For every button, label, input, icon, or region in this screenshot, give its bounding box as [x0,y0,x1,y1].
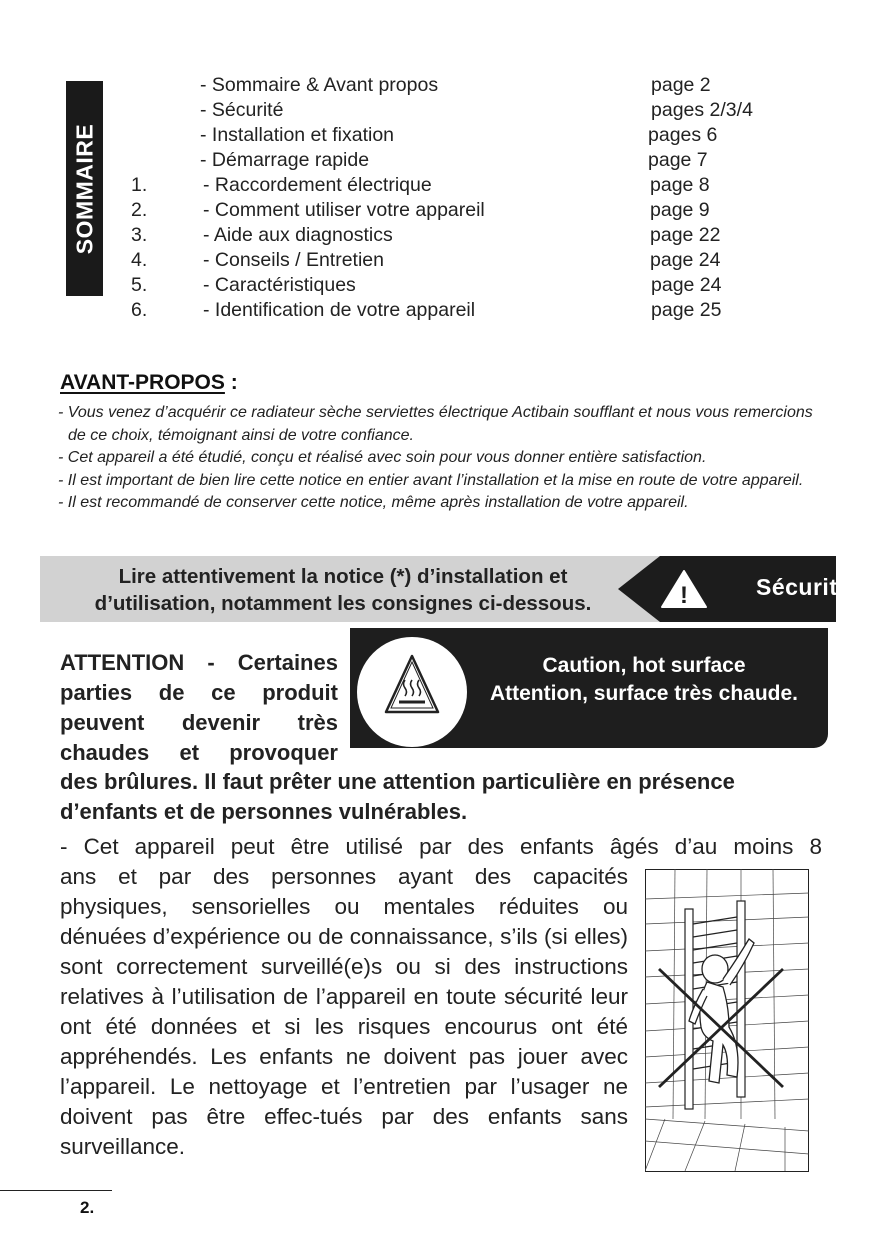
toc-page: page 2 [651,74,711,96]
body-word: être [290,834,330,859]
safety-banner-line2: d’utilisation, notamment les consignes ci-dessous. [94,592,592,615]
toc-number: 2. [131,199,148,221]
avant-propos-paragraph: - Cet appareil a été étudié, conçu et réalisé avec soin pour vous donner entière satisfaction. [58,449,707,467]
body-word: enfants [520,834,594,859]
attention-word: très [297,710,338,735]
toc-page: page 8 [650,174,710,196]
toc-page: page 7 [648,149,708,171]
avant-propos-title: AVANT-PROPOS [60,371,225,394]
body-word: - [60,834,68,859]
attention-word: ATTENTION [60,650,185,675]
body-word: peut [230,834,275,859]
attention-word: peuvent [60,710,145,735]
toc-page: page 22 [650,224,721,246]
warning-triangle-icon [660,569,708,609]
body-word: 8 [809,834,822,859]
attention-line [60,708,338,738]
safety-banner-notice [40,563,646,617]
toc-row [0,123,875,148]
body-word: Cet [83,834,119,859]
avant-propos-paragraph: - Il est recommandé de conserver cette notice, même après installation de votre appareil. [58,494,689,512]
toc-row [0,148,875,173]
footer-rule [0,1190,112,1191]
attention-continuation: des brûlures. Il faut prêter une attention particulière en présence d’enfants et de personnes vulnérables. [60,769,735,824]
toc-label: - Sommaire & Avant propos [200,74,439,96]
toc-label: - Identification de votre appareil [203,299,476,321]
hot-surface-icon [383,652,441,716]
toc-number: 3. [131,224,148,246]
avant-propos-heading [60,371,238,395]
warning-symbol: ! [680,582,688,609]
toc-label: - Comment utiliser votre appareil [203,199,485,221]
hot-surface-text [468,652,820,708]
toc-page: pages 2/3/4 [651,99,753,121]
toc-page: page 9 [650,199,710,221]
body-paragraph: ans et par des personnes ayant des capacités physiques, sensorielles ou mentales réduites ou dénuées d’expérience ou de connaissance, s’ils (si elles) sont correctement surveillé(e)s ou si des instructions relatives à l’utilisation de l’appareil en toute sécurité leur ont été données et si les risques encourus ont été appréhendés. Les enfants ne doivent pas jouer avec l’appareil. Le nettoyage et l’entretien par l’usager ne doivent pas être effec-tués par des enfants sans surveillance. [60,864,628,1159]
attention-word: devenir [181,710,261,735]
body-word: utilisé [345,834,403,859]
attention-line [60,678,338,708]
toc-label: - Installation et fixation [200,124,395,146]
safety-label: Sécurité [756,574,851,600]
toc-label: - Caractéristiques [203,274,356,296]
avant-propos-paragraph: - Il est important de bien lire cette notice en entier avant l’installation et la mise en route de votre appareil. [58,471,804,489]
body-first-line [60,832,822,862]
toc-number: 4. [131,249,148,271]
toc-number: 1. [131,174,148,196]
safety-banner [40,556,851,622]
body-word: des [467,834,504,859]
attention-line [60,738,338,768]
toc-row [0,298,875,323]
toc-number: 6. [131,299,148,321]
body-word: appareil [134,834,215,859]
toc-number: 5. [131,274,148,296]
attention-heading [60,648,338,768]
toc-page: pages 6 [648,124,718,146]
toc-row [0,198,875,223]
hot-surface-english: Caution, hot surface [542,654,746,677]
safety-banner-line1: Lire attentivement la notice (*) d’installation et [118,565,568,588]
child-radiator-prohibited-illustration [645,869,809,1172]
toc-page: page 25 [651,299,722,321]
attention-word: de [158,680,185,705]
body-word: âgés [609,834,659,859]
avant-propos-text [58,402,833,515]
hot-surface-french: Attention, surface très chaude. [489,682,799,705]
attention-word: Certaines [237,650,338,675]
toc-label: - Aide aux diagnostics [203,224,393,246]
toc-row [0,223,875,248]
attention-word: provoquer [229,740,338,765]
toc-label: - Sécurité [200,99,284,121]
attention-word: parties [60,680,133,705]
toc-label: - Raccordement électrique [203,174,432,196]
toc-row [0,173,875,198]
toc-page: page 24 [651,274,722,296]
toc-row [0,73,875,98]
body-word: moins [733,834,794,859]
toc-page: page 24 [650,249,721,271]
attention-word: ce [211,680,236,705]
attention-word: - [207,650,215,675]
body-word: d’au [674,834,718,859]
attention-word: produit [262,680,338,705]
avant-propos-paragraph: - Vous venez d’acquérir ce radiateur sèche serviettes électrique Actibain soufflant et nous vous remercions de ce choix, témoignant ainsi de votre confiance. [58,404,813,444]
attention-line [60,648,338,678]
attention-word: et [179,740,200,765]
page-number: 2. [80,1198,95,1217]
sommaire-tab-label: SOMMAIRE [71,123,97,254]
toc-row [0,273,875,298]
toc-label: - Conseils / Entretien [203,249,384,271]
toc-label: - Démarrage rapide [200,149,370,171]
toc-row [0,248,875,273]
body-word: par [419,834,452,859]
avant-propos-colon: : [224,371,238,394]
attention-word: chaudes [60,740,150,765]
toc-row [0,98,875,123]
